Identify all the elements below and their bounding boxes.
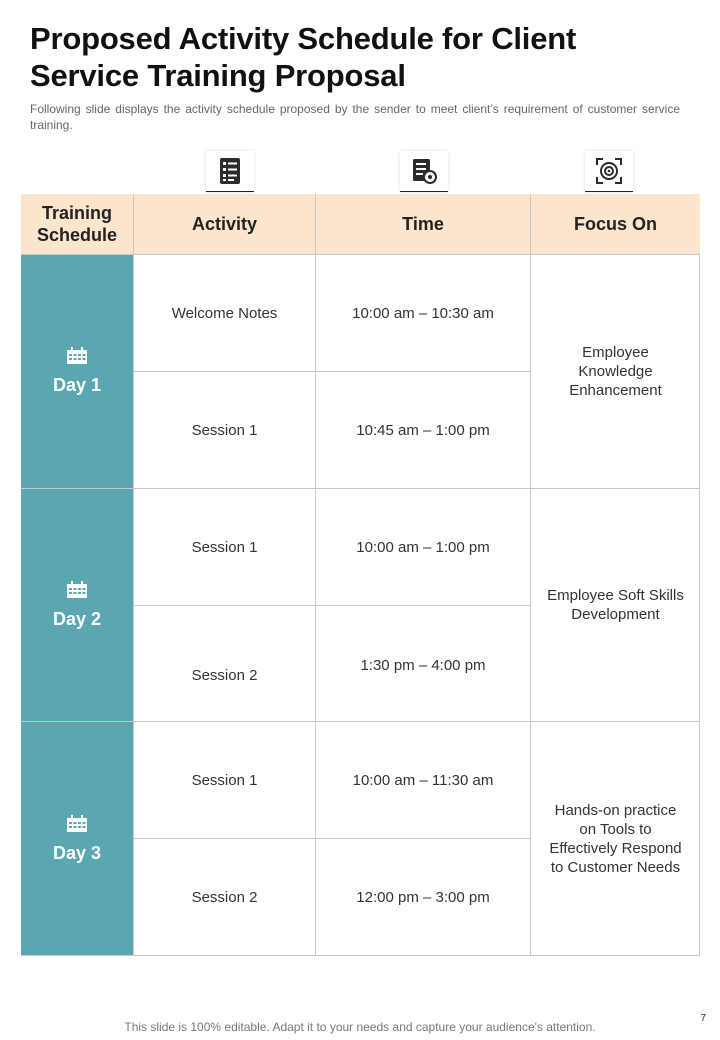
document-settings-icon: [400, 151, 448, 192]
day-2-label: Day 2: [52, 608, 102, 629]
header-activity: Activity: [134, 194, 315, 254]
focus-cell: Hands-on practice on Tools to Effectively Respond to Customer Needs: [549, 802, 682, 876]
day-1-cell: [21, 255, 133, 488]
checklist-icon: [206, 151, 254, 192]
header-training-schedule: [21, 194, 133, 254]
header-focus: Focus On: [531, 194, 700, 254]
activity-cell: Session 2: [191, 667, 258, 684]
grid-divider: [134, 605, 530, 606]
grid-divider: [21, 254, 700, 255]
time-cell: 12:00 pm – 3:00 pm: [356, 889, 490, 906]
time-cell: 10:00 am – 11:30 am: [352, 771, 494, 789]
header-training-schedule-line2: Schedule: [36, 225, 118, 245]
focus-cell: Employee Knowledge Enhancement: [569, 344, 662, 399]
grid-divider: [21, 955, 700, 956]
grid-divider: [699, 255, 700, 956]
grid-divider: [530, 194, 531, 956]
calendar-icon: [66, 347, 88, 365]
target-icon: [585, 151, 633, 192]
page-subtitle: Following slide displays the activity schedule proposed by the sender to meet client’s requirement of customer service training.: [30, 102, 680, 132]
day-3-label: Day 3: [52, 842, 102, 863]
header-training-schedule-line1: Training: [41, 203, 112, 223]
day-1-label: Day 1: [52, 375, 102, 395]
activity-cell: Welcome Notes: [171, 304, 278, 322]
focus-cell: Employee Soft Skills Development: [547, 587, 684, 623]
day-2-cell: [21, 489, 133, 721]
time-cell: 10:45 am – 1:00 pm: [356, 421, 490, 439]
header-time: Time: [316, 194, 530, 254]
calendar-icon: [66, 815, 88, 833]
activity-cell: Session 1: [191, 538, 258, 556]
time-cell: 1:30 pm – 4:00 pm: [360, 657, 486, 674]
schedule-table: [21, 194, 700, 956]
calendar-icon: [66, 581, 88, 599]
grid-divider: [315, 194, 316, 956]
time-cell: 10:00 am – 1:00 pm: [356, 538, 490, 556]
activity-cell: Session 1: [191, 771, 258, 789]
footer-note: This slide is 100% editable. Adapt it to your needs and capture your audience's attention.: [124, 1020, 596, 1034]
activity-cell: Session 2: [191, 889, 258, 906]
grid-divider: [134, 838, 530, 839]
grid-divider: [134, 371, 530, 372]
grid-divider: [133, 194, 134, 956]
day-3-cell: [21, 722, 133, 956]
time-cell: 10:00 am – 10:30 am: [352, 304, 494, 322]
page-title: Proposed Activity Schedule for Client Service Training Proposal: [30, 21, 577, 93]
page-number: 7: [700, 1013, 706, 1024]
grid-divider: [21, 721, 700, 722]
grid-divider: [21, 488, 700, 489]
activity-cell: Session 1: [191, 421, 258, 439]
